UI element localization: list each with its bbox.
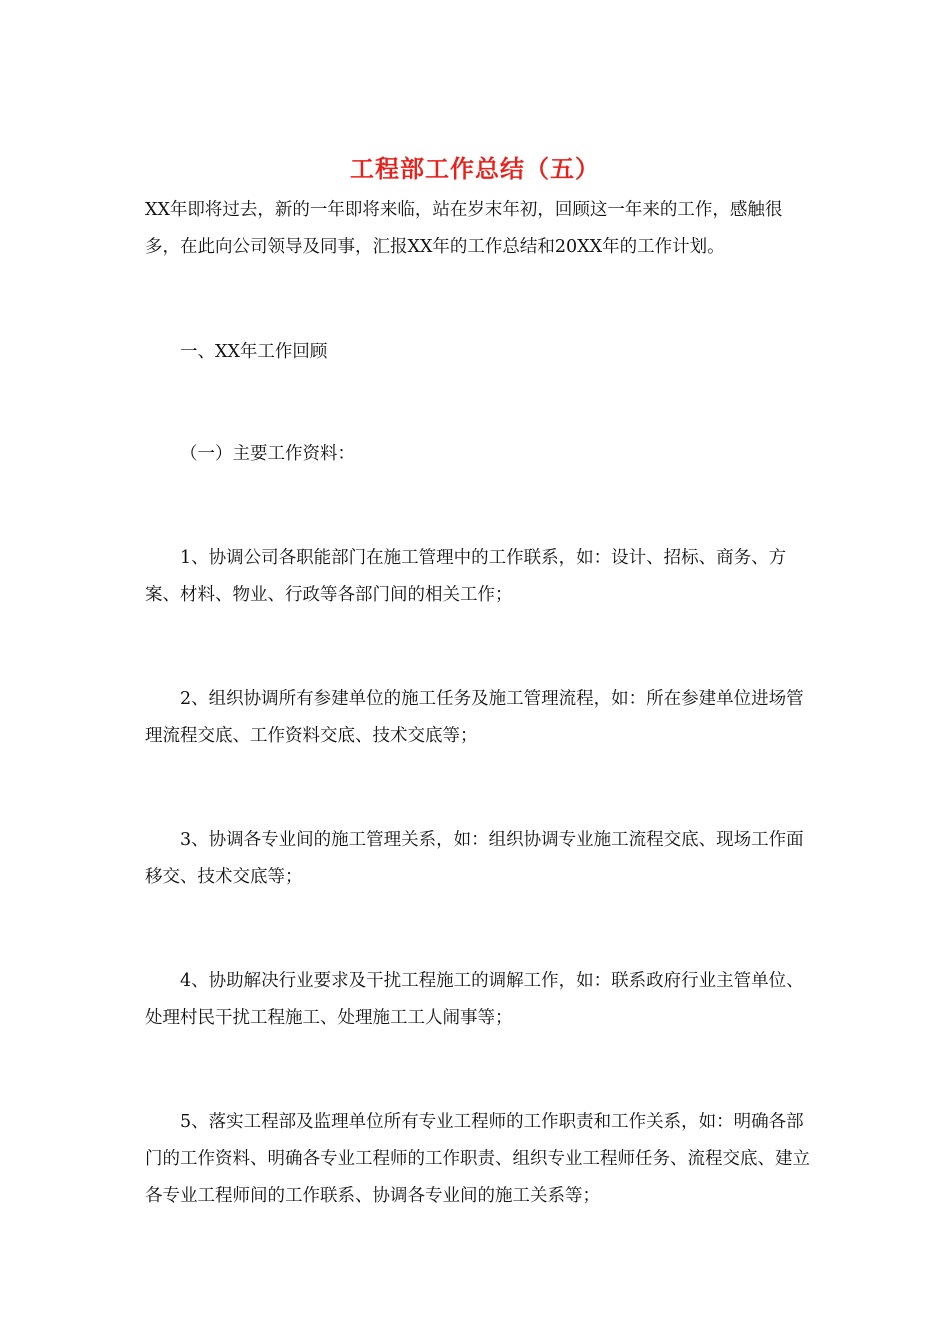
list-item: 5、落实工程部及监理单位所有专业工程师的工作职责和工作关系，如：明确各部门的工作资料、明确各专业工程师的工作职责、组织专业工程师任务、流程交底、建立各专业工程师间的工作联系、协调各专业间的施工关系等； (145, 1112, 810, 1206)
section-heading: 一、XX年工作回顾 (180, 342, 328, 362)
list-item: 3、协调各专业间的施工管理关系，如：组织协调专业施工流程交底、现场工作面移交、技术交底等； (145, 830, 804, 887)
subsection-heading: （一）主要工作资料： (180, 444, 355, 464)
list-item: 1、协调公司各职能部门在施工管理中的工作联系，如：设计、招标、商务、方案、材料、物业、行政等各部门间的相关工作； (145, 548, 787, 605)
intro-paragraph: XX年即将过去，新的一年即将来临，站在岁末年初，回顾这一年来的工作，感触很多，在此向公司领导及同事，汇报XX年的工作总结和20XX年的工作计划。 (145, 200, 783, 257)
list-item: 4、协助解决行业要求及干扰工程施工的调解工作，如：联系政府行业主管单位、处理村民干扰工程施工、处理施工工人闹事等； (145, 971, 804, 1028)
document-title: 工程部工作总结（五） (350, 154, 600, 183)
list-item: 2、组织协调所有参建单位的施工任务及施工管理流程，如：所在参建单位进场管理流程交底、工作资料交底、技术交底等； (145, 689, 804, 746)
